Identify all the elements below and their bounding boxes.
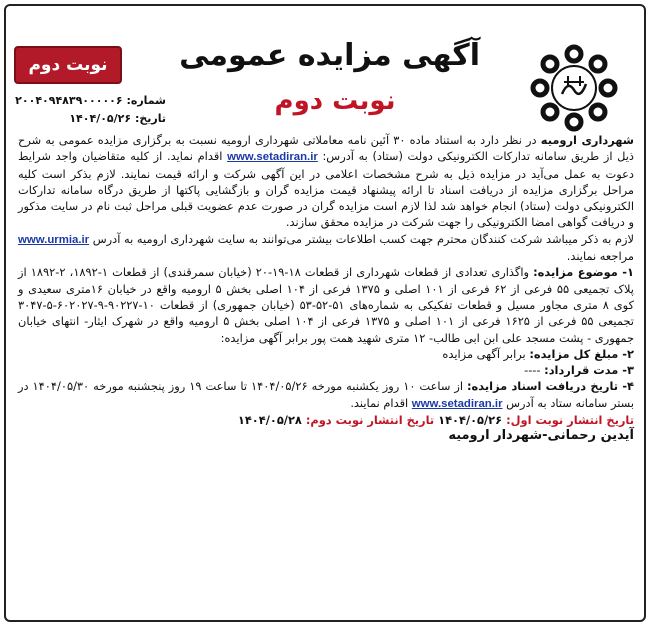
documents-text: از ساعت ۱۰ روز یکشنبه مورخه ۱۴۰۴/۰۵/۲۶ تا ساعت ۱۹ روز پنجشنبه مورخه ۱۴۰۴/۰۵/۳۰ در بستر سامانه ستاد به آدرس bbox=[18, 379, 634, 410]
section-documents bbox=[18, 378, 634, 412]
notice-round: نوبت دوم bbox=[274, 86, 396, 116]
intro-text-2: اقدام نماید. از کلیه متقاضیان واجد شرایط دعوت به عمل می‌آید در مزایده ذیل به شرح مشخصات اعلامی در این آگهی شرکت و ارائه قیمت نمایند. لازم بذکر است کلیه مراحل برگزاری مزایده از دریافت اسناد تا ارائه پیشنهاد قیمت مزایده گران و بازگشایی پاکتها از طریق درگاه سامانه تدارکات الکترونیکی دولت (ستاد) انجام خواهد شد لذا لازم است مزایده گران در صورت عدم عضویت قبلی مراحل ثبت نام در سایت مذکور و دریافت گواهی امضا الکترونیکی را جهت شرکت در مزایده محقق سازند. bbox=[18, 149, 634, 230]
setad-link-1[interactable]: www.setadiran.ir bbox=[227, 151, 318, 164]
round-badge: نوبت دوم bbox=[14, 46, 122, 84]
info-paragraph bbox=[18, 231, 634, 265]
number-value: ۲۰۰۴۰۹۴۸۳۹۰۰۰۰۰۶ bbox=[15, 94, 123, 107]
notice-date bbox=[16, 112, 166, 125]
notice-body bbox=[18, 132, 634, 445]
section-subject bbox=[18, 264, 634, 345]
date-label: تاریخ: bbox=[134, 112, 166, 125]
setad-link-2[interactable]: www.setadiran.ir bbox=[411, 397, 503, 410]
intro-text-1: در نظر دارد به استناد ماده ۳۰ آئین نامه معاملاتی شهرداری ارومیه نسبت به برگزاری مزایده عمومی به شرح ذیل از طریق سامانه تدارکات الکترونیکی دولت (ستاد) به آدرس: bbox=[18, 133, 635, 164]
documents-end: اقدام نمایند. bbox=[350, 395, 412, 410]
documents-label: ۴- تاریخ دریافت اسناد مزایده: bbox=[466, 379, 634, 394]
pub-first-value: ۱۴۰۴/۰۵/۲۶ bbox=[434, 413, 507, 428]
duration-text: ---- bbox=[524, 363, 545, 378]
subject-text: واگذاری تعدادی از قطعات شهرداری از قطعات ۱۸-۱۹-۲۰ (خیابان سمرقندی) از قطعات ۱-۱۸۹۲، ۲-۱۸۹۲ از پلاک تجمیعی ۵۵ فرعی از ۶۲ فرعی از ۱۰۱ اصلی و ۱۳۷۵ فرعی از ۱۰۴ اصلی بخش ۵ ارومیه واقع در خیابان ۱۶متری سعیدی و کوی ۸ متری مجاور مسیل و قطعات تفکیکی به شماره‌های ۵۱-۵۲-۵۳ (خیابان جمهوری) از قطعات ۱۰-۹۰۲۲۷-۹-۶۰۲۰۲۷-۵-۳۰۴۷ تجمیعی ۵۵ فرعی از ۱۶۲۵ فرعی از ۱۰۱ اصلی و ۱۳۷۵ فرعی از ۱۰۴ اصلی بخش ۵ ارومیه واقع در شهرک ایثار- انتهای خیابان جمهوری - پشت مسجد علی ابن ابی طالب- ۱۲ متری شهید همت پور برابر آگهی مزایده: bbox=[18, 265, 634, 345]
intro-text-4: مراجعه نمایند. bbox=[566, 249, 634, 264]
number-label: شماره: bbox=[126, 94, 166, 107]
section-duration bbox=[18, 362, 634, 378]
pub-first-label: تاریخ انتشار نوبت اول: bbox=[506, 413, 634, 428]
section-amount bbox=[18, 346, 634, 362]
publication-dates bbox=[18, 412, 634, 428]
notice-number bbox=[16, 94, 166, 107]
pub-second-label: تاریخ انتشار نوبت دوم: bbox=[305, 413, 435, 428]
amount-label: ۲- مبلغ کل مزایده: bbox=[529, 346, 634, 361]
intro-paragraph bbox=[18, 132, 634, 231]
municipality-logo-icon bbox=[528, 42, 620, 134]
date-value: ۱۴۰۴/۰۵/۲۶ bbox=[69, 112, 132, 125]
subject-label: ۱- موضوع مزایده: bbox=[533, 265, 634, 280]
urmia-link[interactable]: www.urmia.ir bbox=[18, 233, 90, 246]
notice-title: آگهی مزایده عمومی bbox=[179, 38, 480, 73]
duration-label: ۳- مدت قرارداد: bbox=[544, 363, 634, 378]
pub-second-value: ۱۴۰۴/۰۵/۲۸ bbox=[237, 413, 306, 428]
signature: آیدین رحمانی-شهردار ارومیه bbox=[448, 428, 634, 444]
amount-text: برابر آگهی مزایده bbox=[442, 346, 530, 361]
intro-text-3: لازم به ذکر میباشد شرکت کنندگان محترم جهت کسب اطلاعات بیشتر می‌توانند به سایت شهرداری ارومیه به آدرس bbox=[89, 231, 634, 246]
intro-org: شهرداری ارومیه bbox=[540, 133, 635, 147]
